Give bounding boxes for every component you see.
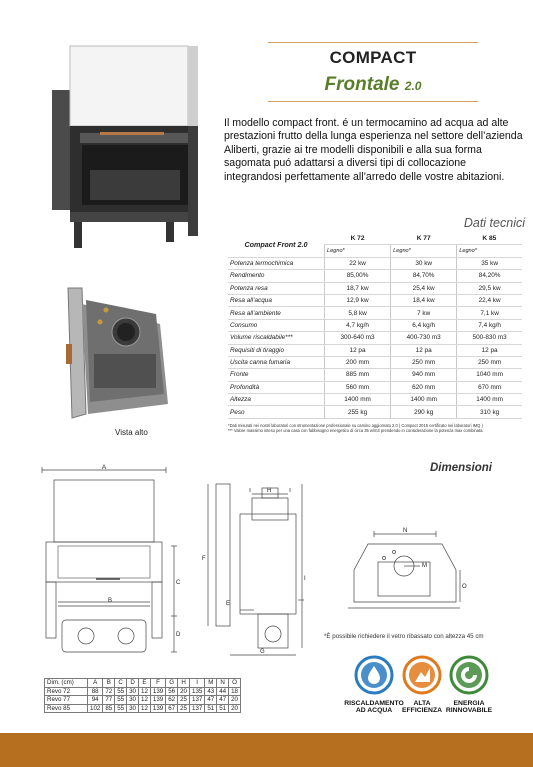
dimensions-cell: 12 <box>139 687 151 696</box>
specs-row-label: Potenza resa <box>228 282 325 294</box>
specs-row-value: 4,7 kg/h <box>325 319 391 331</box>
dimensions-column-header: H <box>178 679 190 688</box>
specs-row-value: 12 pa <box>391 344 457 356</box>
specs-row-value: 85,00% <box>325 270 391 282</box>
specs-model-version: 2.0 <box>297 240 308 250</box>
dimensions-cell: 62 <box>166 696 178 705</box>
dimensions-column-header: G <box>166 679 178 688</box>
specs-row-value: 940 mm <box>391 369 457 381</box>
specs-row <box>228 307 522 319</box>
dimensions-cell: 51 <box>217 704 229 713</box>
dimensions-cell: 77 <box>103 696 115 705</box>
specs-row-value: 310 kg <box>457 406 522 418</box>
title-top-rule <box>268 42 478 43</box>
specs-notes <box>228 423 524 433</box>
specs-row-value: 7 kw <box>391 307 457 319</box>
glass-note: *È possibile richiedere il vetro ribassato con altezza 45 cm <box>324 633 484 640</box>
specs-row <box>228 344 522 356</box>
badge-label-line1: ALTA <box>413 700 431 707</box>
specs-row <box>228 319 522 331</box>
dimensions-row <box>45 704 241 713</box>
specs-row-value: 6,4 kg/h <box>391 319 457 331</box>
dimensions-cell: 139 <box>150 696 165 705</box>
specs-row <box>228 394 522 406</box>
specs-row <box>228 381 522 393</box>
specs-row-value: 84,70% <box>391 270 457 282</box>
dim-label-e: E <box>226 601 231 607</box>
dimensions-cell: 135 <box>190 687 205 696</box>
dimensions-section-title: Dimensioni <box>430 462 492 474</box>
specs-row <box>228 270 522 282</box>
dimensions-cell: 20 <box>178 687 190 696</box>
specs-row-label: Fronte <box>228 369 325 381</box>
dimensions-row <box>45 687 241 696</box>
specs-column-header: K 77 <box>391 233 457 245</box>
renewable-energy-icon <box>449 655 489 695</box>
dimensions-cell: 30 <box>127 687 139 696</box>
specs-row-value: 7,4 kg/h <box>457 319 522 331</box>
dimensions-cell: 55 <box>115 704 127 713</box>
specs-row-value: 560 mm <box>325 381 391 393</box>
specs-row-value: 18,4 kw <box>391 294 457 306</box>
dimensions-cell: 20 <box>229 704 241 713</box>
specs-row-label: Peso <box>228 406 325 418</box>
dimensions-cell: 51 <box>205 704 217 713</box>
footer-bar <box>0 733 533 767</box>
specs-legno-label: Legno* <box>457 245 522 257</box>
dimensions-column-header: M <box>205 679 217 688</box>
dimensions-cell: 137 <box>190 696 205 705</box>
dimensions-cell: 47 <box>205 696 217 705</box>
specs-row-value: 1400 mm <box>391 394 457 406</box>
dimensions-cell: 85 <box>103 704 115 713</box>
badge-label-line2: EFFICIENZA <box>401 707 443 715</box>
specs-legno-label: Legno* <box>325 245 391 257</box>
dimensions-cell: Revo 72 <box>45 687 88 696</box>
specs-row-value: 290 kg <box>391 406 457 418</box>
specs-row-value: 885 mm <box>325 369 391 381</box>
specs-row <box>228 257 522 269</box>
specs-row <box>228 282 522 294</box>
dimensions-cell: 47 <box>217 696 229 705</box>
dim-label-b: B <box>108 598 113 604</box>
product-subtitle <box>268 74 478 96</box>
specs-row-value: 7,1 kw <box>457 307 522 319</box>
specs-section-title: Dati tecnici <box>463 216 525 230</box>
dim-label-n: N <box>403 528 408 534</box>
specs-row-value: 25,4 kw <box>391 282 457 294</box>
dimensions-cell: 102 <box>88 704 103 713</box>
specs-model-label <box>228 233 325 257</box>
product-title: COMPACT <box>329 48 417 67</box>
specs-row-value: 35 kw <box>457 257 522 269</box>
specs-row-label: Potenza termochimica <box>228 257 325 269</box>
specs-row-value: 22,4 kw <box>457 294 522 306</box>
dimensions-cell: 18 <box>229 687 241 696</box>
dimensions-table <box>44 678 241 713</box>
specs-row-value: 500-830 m3 <box>457 332 522 344</box>
water-drop-icon <box>354 655 394 695</box>
specs-row-value: 12 pa <box>325 344 391 356</box>
dimensions-column-header: A <box>88 679 103 688</box>
dimensions-cell: 12 <box>139 704 151 713</box>
specs-row-label: Resa all’acqua <box>228 294 325 306</box>
specs-header-row <box>228 233 522 245</box>
dimensions-column-header: C <box>115 679 127 688</box>
specs-row-value: 5,8 kw <box>325 307 391 319</box>
specs-table <box>228 233 522 419</box>
badge-label <box>437 700 501 715</box>
dimensions-column-header: B <box>103 679 115 688</box>
specs-row-value: 250 mm <box>391 356 457 368</box>
dimensions-row <box>45 696 241 705</box>
intro-paragraph: Il modello compact front. é un termocamino ad acqua ad alte prestazioni frutto della lunga esperienza nel settore dell’azienda Aliberti, grazie ai tre modelli disponibili e alla sua forma sagomata puó adattarsi a diversi tipi di collocazione integrandosi perfettamente all’arredo delle vostre abitazioni. <box>224 117 523 183</box>
front-drawing <box>38 462 188 662</box>
badge-label-line1: ENERGIA <box>453 700 485 707</box>
specs-row-label: Consumo <box>228 319 325 331</box>
specs-row-value: 300-640 m3 <box>325 332 391 344</box>
dim-label-d: D <box>176 632 181 638</box>
specs-row-label: Requisiti di tiraggio <box>228 344 325 356</box>
specs-row <box>228 369 522 381</box>
specs-row-value: 400-730 m3 <box>391 332 457 344</box>
photo-caption: Vista alto <box>115 428 148 437</box>
dimensions-cell: Revo 77 <box>45 696 88 705</box>
specs-row-value: 18,7 kw <box>325 282 391 294</box>
specs-row-value: 1400 mm <box>457 394 522 406</box>
dimensions-cell: 30 <box>127 696 139 705</box>
specs-row-value: 29,5 kw <box>457 282 522 294</box>
specs-body <box>228 257 522 418</box>
dimensions-cell: 25 <box>178 696 190 705</box>
dimensions-header-row <box>45 679 241 688</box>
dim-label-m: M <box>422 563 427 569</box>
specs-row-value: 250 mm <box>457 356 522 368</box>
specs-row-value: 12,9 kw <box>325 294 391 306</box>
specs-column-header: K 72 <box>325 233 391 245</box>
dimensions-cell: 12 <box>139 696 151 705</box>
specs-model-name: Compact Front <box>244 240 296 250</box>
dimensions-cell: 44 <box>217 687 229 696</box>
dim-label-h: H <box>267 488 272 494</box>
dimensions-column-header: Dim. (cm) <box>45 679 88 688</box>
dimensions-cell: 67 <box>166 704 178 713</box>
dimensions-column-header: I <box>190 679 205 688</box>
fireplace-photo <box>40 40 240 250</box>
specs-row <box>228 294 522 306</box>
specs-row-value: 200 mm <box>325 356 391 368</box>
specs-row-value: 30 kw <box>391 257 457 269</box>
specs-row <box>228 406 522 418</box>
dimensions-cell: 30 <box>127 704 139 713</box>
dimensions-column-header: F <box>150 679 165 688</box>
dimensions-cell: 88 <box>88 687 103 696</box>
specs-row-value: 620 mm <box>391 381 457 393</box>
dimensions-cell: Revo 85 <box>45 704 88 713</box>
specs-row-label: Volume riscaldabile*** <box>228 332 325 344</box>
specs-row-label: Resa all’ambiente <box>228 307 325 319</box>
dimensions-cell: 72 <box>103 687 115 696</box>
dimensions-cell: 25 <box>178 704 190 713</box>
specs-legno-label: Legno* <box>391 245 457 257</box>
specs-row-value: 84,20% <box>457 270 522 282</box>
top-view-photo <box>60 284 180 424</box>
specs-note-1: *Dati misurati nei nostri laboratori con strumentazione professionale su camino aggiornato 2.0 ( Compact 2015 certificato nei laboratori IMQ ) <box>228 423 483 428</box>
dimensions-cell: 43 <box>205 687 217 696</box>
dim-label-c: C <box>176 580 181 586</box>
dimensions-cell: 137 <box>190 704 205 713</box>
dimensions-cell: 139 <box>150 704 165 713</box>
specs-row-label: Profondità <box>228 381 325 393</box>
badge-label-line2: RINNOVABILE <box>445 707 493 715</box>
specs-row-label: Altezza <box>228 394 325 406</box>
specs-row-value: 1040 mm <box>457 369 522 381</box>
badge-label-line1: RISCALDAMENTO <box>344 700 404 707</box>
subtitle-version: 2.0 <box>404 79 422 93</box>
specs-note-2: *** Valore massimo inteso per una casa con fabbisogno energetico di circa 35 w/m3 prendendo in considerazione la potenza max combinata. <box>228 428 484 434</box>
title-bottom-rule <box>268 101 478 102</box>
plan-drawing <box>344 522 469 617</box>
dim-label-o: O <box>462 584 467 590</box>
specs-row-label: Uscita canna fumaria <box>228 356 325 368</box>
dimensions-column-header: E <box>139 679 151 688</box>
specs-column-header: K 85 <box>457 233 522 245</box>
specs-row-value: 22 kw <box>325 257 391 269</box>
dimensions-column-header: D <box>127 679 139 688</box>
dimensions-column-header: N <box>217 679 229 688</box>
dimensions-cell: 55 <box>115 687 127 696</box>
dimensions-cell: 94 <box>88 696 103 705</box>
specs-row <box>228 356 522 368</box>
specs-row-value: 670 mm <box>457 381 522 393</box>
specs-row <box>228 332 522 344</box>
specs-row-value: 12 pa <box>457 344 522 356</box>
subtitle-text: Frontale <box>324 74 400 95</box>
dimensions-cell: 55 <box>115 696 127 705</box>
dimensions-cell: 139 <box>150 687 165 696</box>
dim-label-g: G <box>260 649 265 655</box>
dimensions-cell: 56 <box>166 687 178 696</box>
dim-label-i: I <box>304 576 306 582</box>
specs-row-value: 1400 mm <box>325 394 391 406</box>
dimensions-table-body <box>45 679 241 713</box>
efficiency-icon <box>402 655 442 695</box>
dimensions-column-header: O <box>229 679 241 688</box>
dimensions-cell: 20 <box>229 696 241 705</box>
specs-row-label: Rendimento <box>228 270 325 282</box>
dim-label-a: A <box>102 465 107 471</box>
specs-row-value: 255 kg <box>325 406 391 418</box>
side-drawing <box>200 470 310 660</box>
dim-label-f: F <box>202 556 206 562</box>
badge-label-line2: AD ACQUA <box>355 707 393 715</box>
